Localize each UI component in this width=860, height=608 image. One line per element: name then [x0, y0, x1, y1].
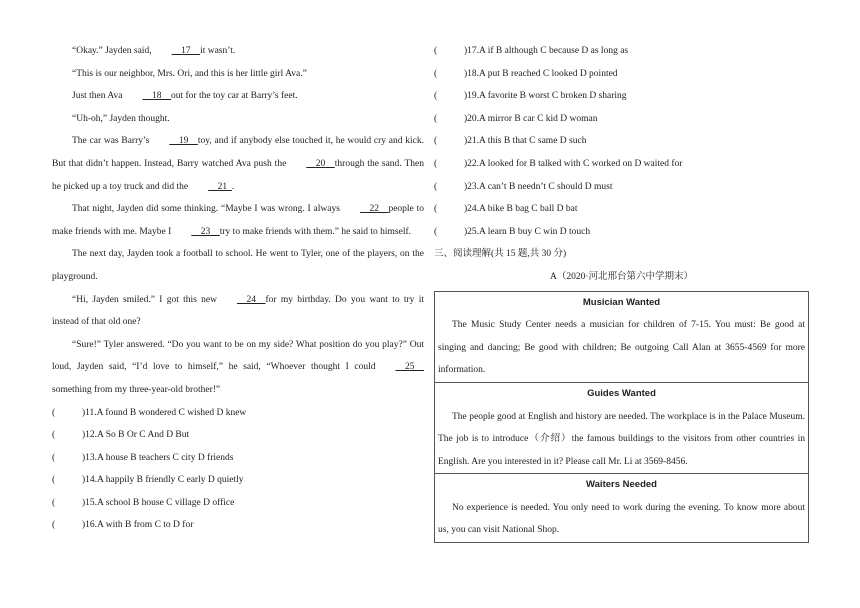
story-text: through the sand. Then he picked up a toy truck and did the [52, 158, 424, 192]
question-12 [52, 424, 424, 447]
story-text: Just then Ava [72, 91, 123, 102]
blank-23 [171, 221, 220, 244]
blank-25 [376, 356, 425, 379]
question-text: )14.A happily B friendly C early D quietly [82, 475, 244, 486]
story-text: “Okay.” Jayden said, [72, 46, 152, 56]
question-text: )13.A house B teachers C city D friends [82, 452, 234, 463]
answer-paren: ( [434, 226, 438, 237]
question-text: )20.A mirror B car C kid D woman [464, 113, 598, 124]
answer-paren: ( [434, 91, 438, 102]
question-18 [434, 63, 809, 86]
blank-number: 19 [178, 136, 189, 147]
blank-22 [340, 198, 389, 221]
blank-20 [286, 153, 335, 176]
question-text: )23.A can’t B needn’t C should D must [464, 181, 613, 192]
story-paragraph [52, 85, 424, 108]
ad-guides [435, 383, 808, 474]
answer-paren: ( [52, 407, 56, 418]
blank-18 [123, 85, 172, 108]
answer-paren: ( [434, 113, 438, 124]
blank-number: 20 [315, 158, 326, 169]
story-paragraph [52, 289, 424, 334]
story-paragraph [52, 334, 424, 402]
blank-24 [217, 289, 266, 312]
story-text: “Sure!” Tyler answered. “Do you want to be on my side? What position do you play?” Out loud, Jayden said, “I’d love to himself,” he said, “Whoever thought I could [52, 339, 424, 373]
question-text: )17.A if B although C because D as long as [464, 46, 629, 56]
ad-body: The Music Study Center needs a musician for children of 7-15. You must: Be good at singing and dancing; Be good with children; Be outgoing Call Alan at 3655-4569 for more information. [438, 320, 805, 376]
answer-paren: ( [434, 68, 438, 79]
question-23 [434, 176, 809, 199]
question-15 [52, 492, 424, 515]
question-text: )16.A with B from C to D for [82, 520, 194, 531]
question-22 [434, 153, 809, 176]
story-text: it wasn’t. [200, 46, 236, 56]
story-paragraph [52, 40, 424, 63]
question-text: )12.A So B Or C And D But [82, 430, 190, 441]
question-text: )25.A learn B buy C win D touch [464, 226, 591, 237]
blank-21 [188, 176, 235, 199]
blank-number: 21 [217, 181, 228, 192]
ads-box [434, 291, 809, 544]
question-text: )11.A found B wondered C wished D knew [82, 407, 247, 418]
answer-paren: ( [52, 475, 56, 486]
story-text: out for the toy car at Barry’s feet. [171, 91, 298, 102]
question-text: )15.A school B house C village D office [82, 497, 235, 508]
answer-paren: ( [52, 520, 56, 531]
story-text: for my birthday. Do you want to try it instead of that old one? [52, 294, 424, 328]
story-paragraph: The next day, Jayden took a football to school. He went to Tyler, one of the players, on the playground. [52, 249, 424, 282]
question-text: )19.A favorite B worst C broken D sharing [464, 91, 627, 102]
answer-paren: ( [52, 452, 56, 463]
blank-17 [152, 40, 201, 63]
story-text: “Hi, Jayden smiled.” I got this new [72, 294, 217, 305]
answer-paren: ( [52, 430, 56, 441]
question-text: )24.A bike B bag C ball D bat [464, 204, 578, 215]
blank-number: 17 [181, 46, 191, 56]
left-column [52, 40, 424, 537]
question-21 [434, 130, 809, 153]
story-text: people to make friends with me. Maybe I [52, 204, 424, 237]
question-24 [434, 198, 809, 221]
blank-number: 23 [200, 226, 211, 237]
ad-body: The people good at English and history are needed. The workplace is in the Palace Museum. The job is to introduce（介绍）the famous buildings to the visitors from other countries in English. Are you interested in it? Please call Mr. Li at 3569-8456. [438, 411, 805, 467]
question-20 [434, 108, 809, 131]
story-paragraph: “This is our neighbor, Mrs. Ori, and this is her little girl Ava.” [72, 68, 307, 79]
ad-body: No experience is needed. You only need to work during the evening. To know more about us, you can visit National Shop. [438, 502, 805, 536]
question-text: )18.A put B reached C looked D pointed [464, 68, 618, 79]
answer-paren: ( [434, 204, 438, 215]
blank-number: 18 [152, 91, 162, 102]
story-text: . [231, 181, 235, 192]
blank-19 [149, 130, 198, 153]
story-text: try to make friends with them.” he said to himself. [219, 226, 412, 237]
story-paragraph [52, 130, 424, 198]
ad-musician [435, 292, 808, 383]
question-19 [434, 85, 809, 108]
blank-number: 25 [405, 362, 415, 373]
question-13 [52, 447, 424, 470]
question-16 [52, 514, 424, 537]
ad-title: Guides Wanted [587, 387, 656, 399]
answer-paren: ( [434, 158, 438, 169]
section-subtitle: A（2020·河北邢台第六中学期末） [549, 271, 694, 282]
answer-paren: ( [434, 46, 438, 56]
ad-title: Musician Wanted [582, 296, 661, 308]
ad-title: Waiters Needed [586, 479, 657, 491]
question-14 [52, 469, 424, 492]
question-text: )22.A looked for B talked with C worked on D waited for [464, 158, 683, 169]
story-paragraph: “Uh-oh,” Jayden thought. [72, 113, 170, 124]
blank-number: 24 [246, 294, 256, 305]
right-column [434, 40, 809, 543]
answer-paren: ( [52, 497, 56, 508]
story-paragraph [52, 198, 424, 243]
question-11 [52, 402, 424, 425]
question-text: )21.A this B that C same D such [464, 136, 587, 147]
story-text: The car was Barry’s [72, 136, 150, 147]
answer-paren: ( [434, 136, 438, 147]
section-heading: 三、阅读理解(共 15 题,共 30 分) [434, 249, 567, 260]
ad-waiters [435, 474, 808, 542]
blank-number: 22 [369, 204, 379, 215]
story-text: toy, and if anybody else touched it, he would cry and kick. But that didn’t happen. Instead, Barry watched Ava push the [52, 136, 424, 169]
story-text: That night, Jayden did some thinking. “Maybe I was wrong. I always [72, 204, 340, 215]
question-25 [434, 221, 809, 244]
answer-paren: ( [434, 181, 438, 192]
story-text: something from my three-year-old brother!” [52, 384, 221, 395]
question-17 [434, 40, 809, 63]
